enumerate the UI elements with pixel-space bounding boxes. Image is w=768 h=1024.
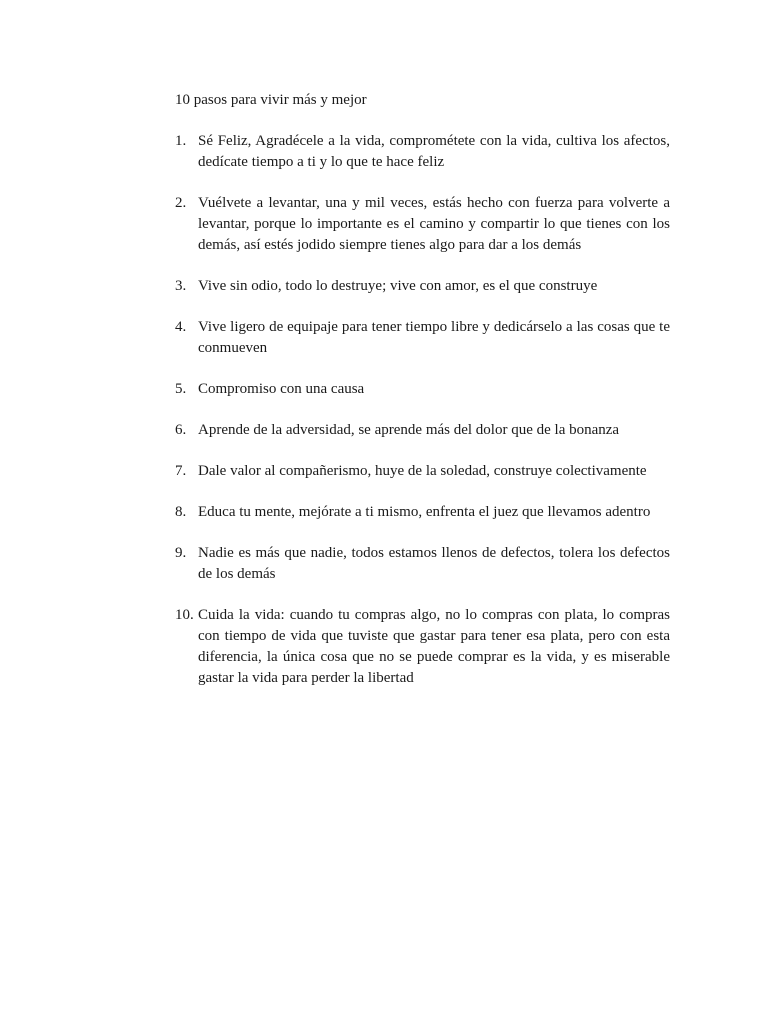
step-text: Nadie es más que nadie, todos estamos llenos de defectos, tolera los defectos de los demás	[198, 545, 670, 582]
step-item-1	[175, 131, 670, 173]
step-text: Aprende de la adversidad, se aprende más del dolor que de la bonanza	[198, 422, 620, 438]
step-number: 2.	[175, 195, 187, 211]
step-text: Sé Feliz, Agradécele a la vida, comprométete con la vida, cultiva los afectos, dedícate tiempo a ti y lo que te hace feliz	[198, 133, 670, 170]
step-item-9	[175, 543, 670, 585]
step-item-3	[175, 276, 670, 297]
step-number: 4.	[175, 319, 187, 335]
step-text: Compromiso con una causa	[198, 381, 365, 397]
step-number: 7.	[175, 463, 187, 479]
step-text: Vive sin odio, todo lo destruye; vive con amor, es el que construye	[198, 278, 598, 294]
step-number: 10.	[175, 607, 194, 623]
step-number: 9.	[175, 545, 187, 561]
steps-list	[175, 131, 670, 689]
step-text: Cuida la vida: cuando tu compras algo, no lo compras con plata, lo compras con tiempo de vida que tuviste que gastar para tener esa plata, pero con esta diferencia, la única cosa que no se puede comprar es la vida, y es miserable gastar la vida para perder la libertad	[198, 607, 670, 686]
step-item-6	[175, 420, 670, 441]
step-number: 6.	[175, 422, 187, 438]
step-item-8	[175, 502, 670, 523]
step-item-10	[175, 605, 670, 689]
step-item-2	[175, 193, 670, 256]
step-item-5	[175, 379, 670, 400]
step-text: Vive ligero de equipaje para tener tiempo libre y dedicárselo a las cosas que te conmueven	[198, 319, 670, 356]
step-number: 1.	[175, 133, 187, 149]
step-text: Educa tu mente, mejórate a ti mismo, enfrenta el juez que llevamos adentro	[198, 504, 651, 520]
step-text: Vuélvete a levantar, una y mil veces, estás hecho con fuerza para volverte a levantar, porque lo importante es el camino y compartir lo que tienes con los demás, así estés jodido siempre tienes algo para dar a los demás	[198, 195, 670, 253]
step-item-4	[175, 317, 670, 359]
step-number: 5.	[175, 381, 187, 397]
document-title: 10 pasos para vivir más y mejor	[175, 92, 367, 108]
document-content	[175, 90, 670, 709]
step-number: 8.	[175, 504, 187, 520]
step-text: Dale valor al compañerismo, huye de la soledad, construye colectivamente	[198, 463, 647, 479]
step-number: 3.	[175, 278, 187, 294]
step-item-7	[175, 461, 670, 482]
